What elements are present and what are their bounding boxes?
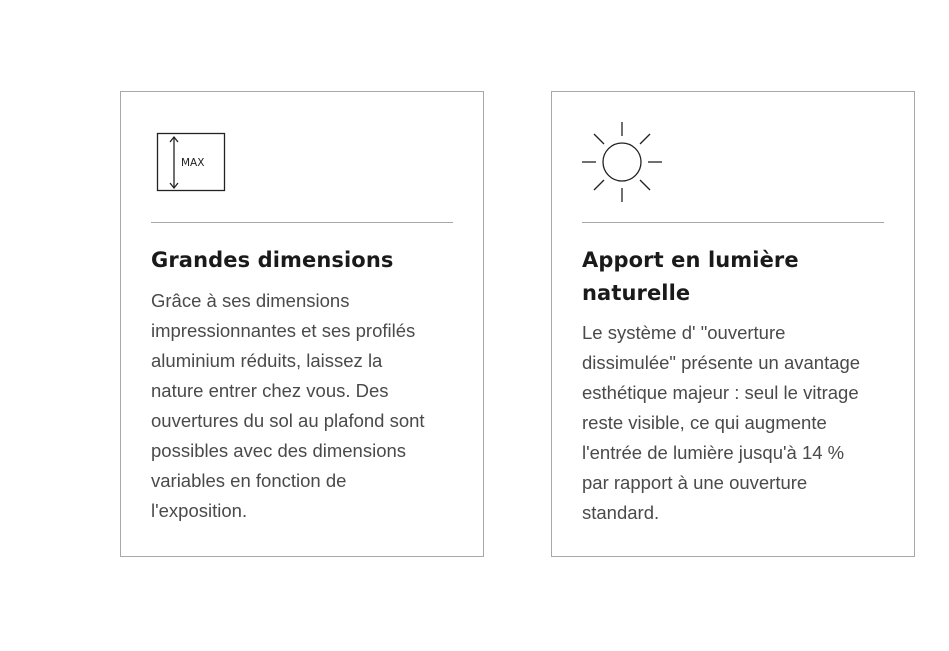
card-description-line: ouvertures du sol au plafond sont [151, 410, 425, 431]
card-title [151, 244, 451, 277]
max-dimensions-icon [151, 122, 235, 206]
card-title [582, 244, 882, 310]
card-description-line: reste visible, ce qui augmente [582, 412, 827, 433]
feature-card-natural-light [551, 91, 915, 557]
card-description-line: variables en fonction de [151, 470, 347, 491]
card-description-line: l'entrée de lumière jusqu'à 14 % [582, 442, 845, 463]
card-description-line: impressionnantes et ses profilés [151, 320, 416, 341]
card-description-line: Grâce à ses dimensions [151, 290, 350, 311]
card-description [151, 286, 457, 526]
card-title-line: naturelle [582, 281, 691, 305]
card-description-line: dissimulée" présente un avantage [582, 352, 861, 373]
card-description-line: Le système d' "ouverture [582, 322, 786, 343]
sun-icon [582, 122, 666, 206]
card-description-line: par rapport à une ouverture [582, 472, 808, 493]
card-divider [582, 222, 884, 223]
card-description-line: l'exposition. [151, 500, 248, 521]
card-description [582, 318, 888, 528]
feature-card-dimensions [120, 91, 484, 557]
card-title-line: Apport en lumière [582, 248, 799, 272]
card-divider [151, 222, 453, 223]
card-description-line: aluminium réduits, laissez la [151, 350, 383, 371]
card-description-line: esthétique majeur : seul le vitrage [582, 382, 859, 403]
card-title-line: Grandes dimensions [151, 248, 394, 272]
max-icon-label: MAX [181, 157, 205, 169]
card-description-line: possibles avec des dimensions [151, 440, 407, 461]
card-description-line: standard. [582, 502, 660, 523]
card-description-line: nature entrer chez vous. Des [151, 380, 389, 401]
